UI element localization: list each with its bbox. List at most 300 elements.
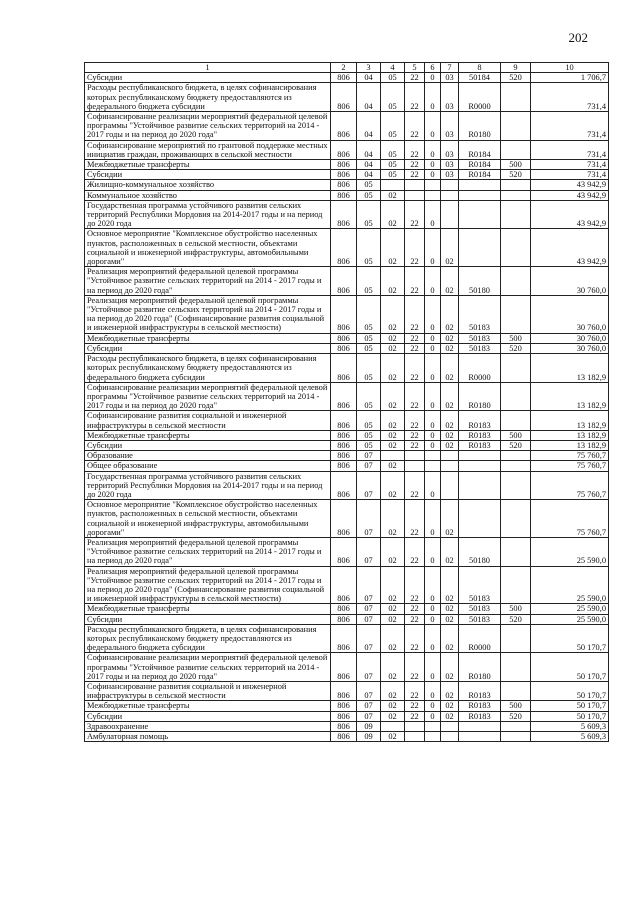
row-label: Реализация мероприятий федеральной целевой программы "Устойчивое развитие сельских территорий на 2014 - 2017 годы и на период до 2020 года": [85, 267, 331, 296]
row-label: Субсидии: [85, 343, 331, 353]
row-code: [405, 180, 425, 190]
row-code: [381, 451, 405, 461]
row-label: Государственная программа устойчивого развития сельских территорий Республики Мордовия на 2014-2017 годы и на период до 2020 года: [85, 471, 331, 500]
row-label: Расходы республиканского бюджета, в целях софинансирования которых республиканскому бюджету предоставляются из федерального бюджета субсидии: [85, 354, 331, 383]
row-label: Софинансирование развития социальной и инженерной инфраструктуры в сельской местности: [85, 411, 331, 430]
row-code: 806: [331, 73, 357, 83]
row-code: 22: [405, 382, 425, 411]
row-code: 500: [501, 333, 531, 343]
row-code: 07: [357, 701, 381, 711]
row-code: 0: [425, 83, 441, 112]
row-amount: 43 942,9: [531, 180, 609, 190]
row-code: 02: [441, 354, 459, 383]
row-code: [501, 229, 531, 267]
row-code: [501, 354, 531, 383]
row-code: [501, 83, 531, 112]
row-code: 05: [357, 267, 381, 296]
row-code: [405, 190, 425, 200]
row-label: Субсидии: [85, 711, 331, 721]
row-code: 05: [357, 229, 381, 267]
row-code: 22: [405, 566, 425, 604]
table-row: [85, 566, 609, 604]
row-code: 02: [381, 732, 405, 742]
row-amount: 13 182,9: [531, 440, 609, 450]
row-code: 806: [331, 537, 357, 566]
row-code: 806: [331, 653, 357, 682]
row-code: [501, 267, 531, 296]
table-row: [85, 295, 609, 333]
table-row: [85, 160, 609, 170]
row-code: 0: [425, 682, 441, 701]
row-label: Межбюджетные трансферты: [85, 604, 331, 614]
row-amount: 731,4: [531, 83, 609, 112]
row-code: 05: [381, 170, 405, 180]
table-row: [85, 500, 609, 538]
row-label: Государственная программа устойчивого развития сельских территорий Республики Мордовия на 2014-2017 годы и на период до 2020 года: [85, 200, 331, 229]
row-code: 22: [405, 200, 425, 229]
row-code: [501, 461, 531, 471]
row-label: Софинансирование реализации мероприятий федеральной целевой программы "Устойчивое развитие сельских территорий на 2014 - 2017 годы и на период до 2020 года": [85, 382, 331, 411]
row-code: [459, 500, 501, 538]
row-code: 02: [381, 190, 405, 200]
row-code: 07: [357, 500, 381, 538]
row-code: 05: [357, 430, 381, 440]
row-code: [441, 461, 459, 471]
row-code: [501, 382, 531, 411]
row-code: 520: [501, 343, 531, 353]
row-code: 806: [331, 471, 357, 500]
row-code: 22: [405, 170, 425, 180]
row-code: 0: [425, 471, 441, 500]
row-label: Межбюджетные трансферты: [85, 160, 331, 170]
row-amount: 13 182,9: [531, 382, 609, 411]
row-code: 806: [331, 624, 357, 653]
row-amount: 50 170,7: [531, 624, 609, 653]
table-row: [85, 471, 609, 500]
row-code: 05: [381, 160, 405, 170]
row-code: 02: [381, 711, 405, 721]
row-code: 22: [405, 73, 425, 83]
row-code: R0184: [459, 160, 501, 170]
table-row: [85, 701, 609, 711]
row-code: R0000: [459, 83, 501, 112]
row-code: 02: [441, 500, 459, 538]
row-amount: 30 760,0: [531, 343, 609, 353]
row-amount: 13 182,9: [531, 430, 609, 440]
row-code: R0183: [459, 701, 501, 711]
row-label: Реализация мероприятий федеральной целевой программы "Устойчивое развитие сельских территорий на 2014 - 2017 годы и на период до 2020 года" (Софинансирование развития социальной и инженерной инфраструктуры в сельской местности): [85, 295, 331, 333]
row-amount: 50 170,7: [531, 701, 609, 711]
row-code: 806: [331, 267, 357, 296]
row-code: [425, 721, 441, 731]
row-code: 02: [381, 682, 405, 701]
row-code: 0: [425, 140, 441, 159]
row-code: 05: [357, 354, 381, 383]
row-code: 806: [331, 451, 357, 461]
row-code: 03: [441, 112, 459, 141]
row-code: 07: [357, 451, 381, 461]
row-code: 806: [331, 200, 357, 229]
row-code: [441, 732, 459, 742]
table-row: [85, 440, 609, 450]
row-code: 50183: [459, 604, 501, 614]
row-code: 0: [425, 614, 441, 624]
row-code: 806: [331, 333, 357, 343]
row-code: R0184: [459, 170, 501, 180]
row-code: 05: [357, 190, 381, 200]
row-code: 0: [425, 500, 441, 538]
row-code: 02: [381, 333, 405, 343]
row-code: [501, 200, 531, 229]
budget-table: [84, 62, 609, 742]
row-code: 02: [441, 267, 459, 296]
row-code: 02: [441, 566, 459, 604]
row-code: 02: [441, 343, 459, 353]
row-code: 520: [501, 73, 531, 83]
row-code: [501, 537, 531, 566]
row-code: 07: [357, 614, 381, 624]
header-cell: 9: [501, 63, 531, 73]
row-code: 02: [441, 653, 459, 682]
header-cell: 1: [85, 63, 331, 73]
table-row: [85, 614, 609, 624]
row-code: 0: [425, 537, 441, 566]
row-code: 02: [381, 500, 405, 538]
row-code: 806: [331, 112, 357, 141]
row-code: 07: [357, 653, 381, 682]
row-code: 806: [331, 295, 357, 333]
row-code: 03: [441, 73, 459, 83]
row-code: 0: [425, 653, 441, 682]
row-code: 22: [405, 229, 425, 267]
row-code: 05: [357, 200, 381, 229]
row-code: 500: [501, 160, 531, 170]
row-label: Основное мероприятие "Комплексное обустройство населенных пунктов, расположенных в сельской местности, объектами социальной и инженерной инфраструктуры, автомобильными дорогами": [85, 229, 331, 267]
row-code: [501, 295, 531, 333]
row-code: 22: [405, 160, 425, 170]
row-code: 22: [405, 711, 425, 721]
row-code: 22: [405, 83, 425, 112]
row-code: [459, 229, 501, 267]
row-amount: 5 609,3: [531, 732, 609, 742]
row-code: [501, 682, 531, 701]
row-code: 05: [381, 83, 405, 112]
header-cell: 5: [405, 63, 425, 73]
row-code: 806: [331, 411, 357, 430]
row-code: 806: [331, 614, 357, 624]
row-code: 02: [381, 701, 405, 711]
row-code: 05: [357, 343, 381, 353]
row-label: Амбулаторная помощь: [85, 732, 331, 742]
header-cell: 7: [441, 63, 459, 73]
row-amount: 25 590,0: [531, 604, 609, 614]
row-code: [405, 721, 425, 731]
row-code: 04: [357, 140, 381, 159]
row-code: 04: [357, 160, 381, 170]
row-amount: 731,4: [531, 140, 609, 159]
row-code: 22: [405, 682, 425, 701]
row-code: R0183: [459, 711, 501, 721]
row-code: 806: [331, 354, 357, 383]
table-row: [85, 112, 609, 141]
row-label: Субсидии: [85, 440, 331, 450]
row-code: 22: [405, 440, 425, 450]
row-code: [459, 721, 501, 731]
row-amount: 1 706,7: [531, 73, 609, 83]
row-code: 806: [331, 682, 357, 701]
row-code: [441, 180, 459, 190]
row-code: 50183: [459, 566, 501, 604]
header-cell: 10: [531, 63, 609, 73]
row-code: 806: [331, 229, 357, 267]
row-code: 07: [357, 566, 381, 604]
row-amount: 25 590,0: [531, 614, 609, 624]
table-row: [85, 229, 609, 267]
row-code: 02: [441, 430, 459, 440]
row-code: 0: [425, 160, 441, 170]
table-row: [85, 732, 609, 742]
row-amount: 25 590,0: [531, 537, 609, 566]
row-amount: 43 942,9: [531, 200, 609, 229]
row-code: 03: [441, 140, 459, 159]
row-code: 0: [425, 440, 441, 450]
row-code: 50183: [459, 343, 501, 353]
row-code: 02: [381, 537, 405, 566]
table-row: [85, 451, 609, 461]
row-code: 05: [381, 140, 405, 159]
row-code: 50183: [459, 614, 501, 624]
row-code: [501, 140, 531, 159]
row-code: 0: [425, 200, 441, 229]
header-cell: 2: [331, 63, 357, 73]
row-code: 22: [405, 604, 425, 614]
row-code: [441, 451, 459, 461]
row-code: [501, 721, 531, 731]
row-code: [425, 451, 441, 461]
row-code: 806: [331, 566, 357, 604]
row-code: 07: [357, 682, 381, 701]
row-code: 806: [331, 83, 357, 112]
row-code: 02: [441, 411, 459, 430]
row-code: 03: [441, 160, 459, 170]
table-row: [85, 170, 609, 180]
header-cell: 8: [459, 63, 501, 73]
row-code: 0: [425, 73, 441, 83]
row-code: 0: [425, 333, 441, 343]
row-code: 22: [405, 267, 425, 296]
row-code: 02: [381, 653, 405, 682]
row-code: 02: [381, 382, 405, 411]
row-code: [425, 180, 441, 190]
row-label: Межбюджетные трансферты: [85, 430, 331, 440]
row-amount: 13 182,9: [531, 411, 609, 430]
row-code: 04: [357, 170, 381, 180]
row-label: Основное мероприятие "Комплексное обустройство населенных пунктов, расположенных в сельской местности, объектами социальной и инженерной инфраструктуры, автомобильными дорогами": [85, 500, 331, 538]
table-row: [85, 682, 609, 701]
row-code: 0: [425, 295, 441, 333]
row-code: 09: [357, 732, 381, 742]
table-row: [85, 180, 609, 190]
row-code: 22: [405, 471, 425, 500]
table-row: [85, 190, 609, 200]
row-code: [501, 566, 531, 604]
row-code: [459, 732, 501, 742]
row-code: 02: [441, 333, 459, 343]
row-code: 02: [441, 537, 459, 566]
table-row: [85, 343, 609, 353]
table-row: [85, 430, 609, 440]
row-code: 500: [501, 701, 531, 711]
row-code: [425, 732, 441, 742]
row-code: [381, 180, 405, 190]
row-code: [501, 112, 531, 141]
row-code: [425, 461, 441, 471]
header-cell: 4: [381, 63, 405, 73]
header-cell: 6: [425, 63, 441, 73]
row-code: [425, 190, 441, 200]
row-label: Здравоохранение: [85, 721, 331, 731]
row-code: 22: [405, 614, 425, 624]
row-label: Софинансирование реализации мероприятий федеральной целевой программы "Устойчивое развитие сельских территорий на 2014 - 2017 годы и на период до 2020 года": [85, 653, 331, 682]
row-code: [459, 451, 501, 461]
row-label: Софинансирование развития социальной и инженерной инфраструктуры в сельской местности: [85, 682, 331, 701]
row-amount: 50 170,7: [531, 711, 609, 721]
row-code: R0183: [459, 682, 501, 701]
row-code: 806: [331, 701, 357, 711]
row-code: 22: [405, 701, 425, 711]
row-code: 22: [405, 354, 425, 383]
table-row: [85, 354, 609, 383]
row-code: R0183: [459, 440, 501, 450]
row-label: Межбюджетные трансферты: [85, 333, 331, 343]
row-code: 0: [425, 267, 441, 296]
row-code: 806: [331, 190, 357, 200]
row-code: 520: [501, 440, 531, 450]
row-code: 806: [331, 732, 357, 742]
row-code: 500: [501, 430, 531, 440]
row-code: R0184: [459, 140, 501, 159]
row-code: 806: [331, 500, 357, 538]
row-amount: 30 760,0: [531, 267, 609, 296]
row-code: 02: [381, 440, 405, 450]
row-code: 0: [425, 112, 441, 141]
row-code: 806: [331, 180, 357, 190]
row-code: R0180: [459, 112, 501, 141]
row-code: 02: [381, 295, 405, 333]
row-amount: 731,4: [531, 160, 609, 170]
row-code: 02: [381, 471, 405, 500]
row-amount: 75 760,7: [531, 451, 609, 461]
table-row: [85, 73, 609, 83]
row-code: [501, 180, 531, 190]
row-amount: 43 942,9: [531, 229, 609, 267]
row-code: 22: [405, 624, 425, 653]
row-code: 02: [381, 411, 405, 430]
row-code: 02: [381, 343, 405, 353]
row-code: 05: [357, 382, 381, 411]
row-label: Образование: [85, 451, 331, 461]
row-label: Жилищно-коммунальное хозяйство: [85, 180, 331, 190]
row-code: 07: [357, 461, 381, 471]
row-code: 02: [381, 229, 405, 267]
row-code: [441, 721, 459, 731]
row-code: 07: [357, 711, 381, 721]
row-code: 03: [441, 83, 459, 112]
row-code: 02: [441, 440, 459, 450]
row-code: 02: [441, 604, 459, 614]
row-code: 0: [425, 354, 441, 383]
row-amount: 75 760,7: [531, 500, 609, 538]
row-code: 22: [405, 411, 425, 430]
row-code: [501, 500, 531, 538]
table-row: [85, 140, 609, 159]
row-code: 04: [357, 73, 381, 83]
row-code: 0: [425, 624, 441, 653]
row-code: 0: [425, 411, 441, 430]
row-label: Реализация мероприятий федеральной целевой программы "Устойчивое развитие сельских территорий на 2014 - 2017 годы и на период до 2020 года" (Софинансирование развития социальной и инженерной инфраструктуры в сельской местности): [85, 566, 331, 604]
row-code: [405, 732, 425, 742]
row-code: 806: [331, 160, 357, 170]
row-code: 04: [357, 83, 381, 112]
table-header-row: [85, 63, 609, 73]
row-label: Субсидии: [85, 170, 331, 180]
table-row: [85, 653, 609, 682]
row-code: 806: [331, 461, 357, 471]
row-code: 09: [357, 721, 381, 731]
row-code: [459, 461, 501, 471]
row-label: Субсидии: [85, 73, 331, 83]
table-row: [85, 83, 609, 112]
row-code: 02: [441, 701, 459, 711]
row-label: Софинансирование реализации мероприятий федеральной целевой программы "Устойчивое развитие сельских территорий на 2014 - 2017 годы и на период до 2020 года": [85, 112, 331, 141]
row-code: 04: [357, 112, 381, 141]
row-code: [441, 471, 459, 500]
row-code: 50184: [459, 73, 501, 83]
row-code: 0: [425, 343, 441, 353]
row-code: [501, 732, 531, 742]
row-code: 806: [331, 604, 357, 614]
row-label: Реализация мероприятий федеральной целевой программы "Устойчивое развитие сельских территорий на 2014 - 2017 годы и на период до 2020 года": [85, 537, 331, 566]
row-code: 22: [405, 537, 425, 566]
row-amount: 75 760,7: [531, 471, 609, 500]
row-code: 0: [425, 229, 441, 267]
row-code: 02: [381, 267, 405, 296]
row-code: R0000: [459, 624, 501, 653]
row-code: [459, 190, 501, 200]
row-code: 0: [425, 701, 441, 711]
row-code: 22: [405, 112, 425, 141]
table-row: [85, 200, 609, 229]
row-code: 05: [381, 73, 405, 83]
row-code: 0: [425, 170, 441, 180]
row-code: 50180: [459, 267, 501, 296]
row-code: 02: [441, 711, 459, 721]
row-code: 05: [357, 440, 381, 450]
row-label: Коммунальное хозяйство: [85, 190, 331, 200]
row-code: [441, 190, 459, 200]
row-amount: 75 760,7: [531, 461, 609, 471]
row-code: 22: [405, 140, 425, 159]
row-code: 05: [381, 112, 405, 141]
row-code: 05: [357, 411, 381, 430]
row-code: R0183: [459, 411, 501, 430]
row-code: 22: [405, 430, 425, 440]
row-code: 02: [441, 682, 459, 701]
row-code: 806: [331, 140, 357, 159]
row-code: 03: [441, 170, 459, 180]
row-code: 0: [425, 430, 441, 440]
row-code: 806: [331, 440, 357, 450]
